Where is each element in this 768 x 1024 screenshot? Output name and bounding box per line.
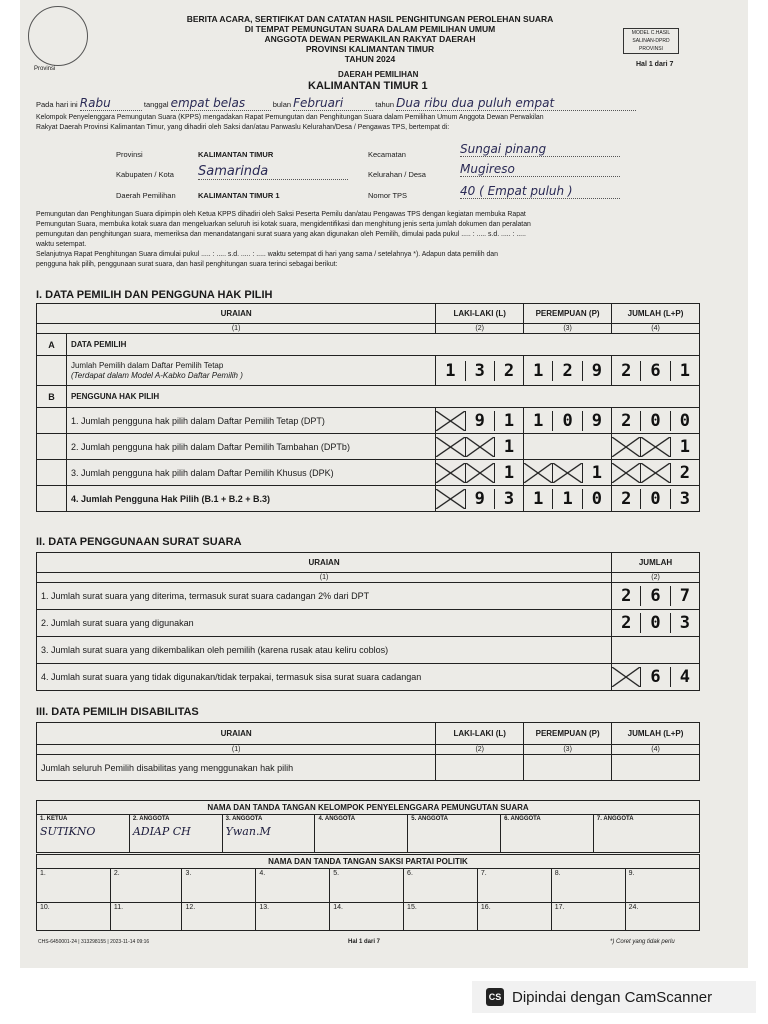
row-code: A [37, 334, 67, 356]
table-row [37, 486, 700, 512]
tahun-label: tahun [375, 100, 395, 109]
digit-box: 9 [466, 411, 495, 431]
provinsi-value: KALIMANTAN TIMUR [198, 150, 274, 159]
footer-page: Hal 1 dari 7 [348, 939, 381, 945]
saksi-cell [625, 869, 699, 903]
table-row [37, 755, 700, 781]
row-label: 2. Jumlah pengguna hak pilih dalam Daftar Pemilih Tambahan (DPTb) [66, 434, 435, 460]
dapil-field-value: KALIMANTAN TIMUR 1 [198, 191, 280, 200]
digit-box: 9 [591, 410, 603, 431]
title-line: ANGGOTA DEWAN PERWAKILAN RAKYAT DAERAH [264, 34, 476, 44]
kpps-role: 3. ANGGOTA [225, 816, 263, 822]
digit-box: 1 [553, 489, 582, 509]
digit-box: 1 [524, 489, 553, 509]
crossed-digit-box [436, 411, 465, 431]
col-perempuan: PEREMPUAN (P) [524, 304, 612, 324]
dapil-field-label: Daerah Pemilihan [116, 191, 176, 200]
digit-box: 3 [503, 488, 515, 509]
digit-box: 1 [679, 436, 690, 457]
provinsi-label: Provinsi [116, 150, 143, 159]
col-uraian: URAIAN [37, 304, 436, 324]
saksi-number: 11. [113, 904, 124, 911]
kelurahan-value: Mugireso [460, 162, 620, 177]
kpps-title: NAMA DAN TANDA TANGAN KELOMPOK PENYELENGGARA PEMUNGUTAN SUARA [37, 801, 700, 815]
paragraph-line: Pemungutan dan Penghitungan Suara dipimpin oleh Ketua KPPS dihadiri oleh Saksi Peserta Pemilu dan/atau Pengawas TPS dengan kegiatan membuka Rapat [36, 211, 526, 218]
kabkota-label: Kabupaten / Kota [116, 170, 174, 179]
camscanner-text: Dipindai dengan CamScanner [512, 988, 713, 1006]
table-row [37, 664, 700, 691]
kpps-signature-table [36, 800, 700, 853]
col-uraian: URAIAN [37, 553, 612, 573]
digit-box: 6 [641, 361, 670, 381]
a1-label: Jumlah Pemilih dalam Daftar Pemilih Tetap [70, 360, 224, 370]
row-label: Jumlah seluruh Pemilih disabilitas yang menggunakan hak pilih [37, 755, 436, 781]
saksi-cell [477, 869, 551, 903]
model-box [623, 28, 679, 54]
kpps-cell [315, 815, 408, 853]
col-laki: LAKI-LAKI (L) [436, 304, 524, 324]
digit-box: 2 [612, 613, 641, 633]
digit-box: 1 [503, 436, 515, 457]
digit-box: 2 [612, 361, 641, 381]
crossed-digit-box [466, 437, 495, 457]
kpps-role: 7. ANGGOTA [596, 816, 634, 822]
crossed-digit-box [436, 489, 465, 509]
saksi-number: 16. [480, 904, 491, 911]
crossed-digit-box [641, 437, 670, 457]
section1-table [36, 303, 700, 512]
row-label: DATA PEMILIH [66, 334, 699, 356]
digit-box: 1 [591, 462, 603, 483]
crossed-digit-box [466, 463, 495, 483]
document-title [160, 14, 580, 64]
col-num: (1) [37, 745, 436, 755]
row-label: 2. Jumlah surat suara yang digunakan [37, 610, 612, 637]
crossed-digit-box [612, 667, 641, 687]
crossed-digit-box [436, 463, 465, 483]
saksi-number: 15. [407, 904, 417, 911]
intro-paragraph: Kelompok Penyelenggara Pemungutan Suara (KPPS) mengadakan Rapat Pemungutan dan Penghitungan Suara dalam Pemilihan Umum Anggota Dewan Perwakilan [36, 114, 544, 121]
col-num: (2) [612, 573, 700, 583]
title-line: BERITA ACARA, SERTIFIKAT DAN CATATAN HASIL PENGHITUNGAN PEROLEHAN SUARA [186, 14, 554, 24]
digit-box: 2 [503, 360, 515, 381]
digit-box: 3 [679, 613, 690, 633]
model-line: PROVINSI [639, 46, 663, 52]
kecamatan-value: Sungai pinang [460, 142, 620, 157]
saksi-cell [110, 869, 182, 903]
kpps-cell [408, 815, 501, 853]
col-num: (4) [612, 324, 700, 334]
saksi-row [37, 869, 700, 903]
tps-value: 40 ( Empat puluh ) [460, 184, 620, 199]
intro-paragraph: Rakyat Daerah Provinsi Kalimantan Timur, yang dihadiri oleh Saksi dan/atau Panwaslu Kelurahan/Desa / Pengawas TPS, bertempat di: [36, 124, 450, 131]
saksi-number: 1. [40, 870, 46, 877]
model-line: MODEL C.HASIL [631, 30, 671, 36]
col-laki: LAKI-LAKI (L) [436, 723, 524, 745]
digit-box: 0 [679, 410, 690, 431]
table-row [37, 583, 700, 610]
saksi-cell [256, 903, 330, 931]
row-label: 1. Jumlah surat suara yang diterima, termasuk surat suara cadangan 2% dari DPT [37, 583, 612, 610]
page-indicator: Hal 1 dari 7 [636, 61, 674, 68]
digit-box: 2 [612, 586, 641, 606]
saksi-number: 17. [554, 904, 565, 911]
saksi-number: 12. [185, 904, 196, 911]
tanggal-value: empat belas [171, 96, 271, 111]
crossed-digit-box [553, 463, 582, 483]
digit-box: 9 [591, 360, 603, 381]
saksi-number: 5. [333, 870, 340, 877]
tanggal-label: tanggal [143, 100, 169, 109]
digit-box: 2 [679, 462, 690, 483]
saksi-cell [330, 869, 404, 903]
kpps-role: 4. ANGGOTA [318, 816, 356, 822]
kpps-name: ADIAP CH [132, 825, 191, 838]
crossed-digit-box [641, 463, 670, 483]
kpps-name: Ywan.M [225, 825, 271, 838]
saksi-cell [37, 903, 111, 931]
saksi-signature-table [36, 854, 700, 931]
digit-box: 0 [553, 411, 582, 431]
dapil-label: DAERAH PEMILIHAN [338, 70, 419, 79]
saksi-cell [404, 903, 478, 931]
table-row [37, 460, 700, 486]
camscanner-watermark [472, 981, 756, 1013]
kpps-role: 2. ANGGOTA [132, 816, 170, 822]
col-jumlah: JUMLAH (L+P) [612, 723, 700, 745]
row-label: PENGGUNA HAK PILIH [66, 386, 699, 408]
paragraph-line: pemungutan dan penghitungan suara, memeriksa dan menandatangani surat suara yang akan digunakan oleh Pemilih, dimulai pada pukul ..... : ..... s.d. ..... : ..... [36, 231, 526, 238]
pada-hari-ini-label: Pada hari ini [36, 100, 78, 109]
saksi-number: 7. [480, 870, 487, 877]
form-code: CHS-6450001-24 | 313298155 | 2023-11-14 09:16 [38, 939, 150, 945]
saksi-cell [182, 869, 256, 903]
paragraph-line: pengguna hak pilih, penggunaan surat suara, dan hasil penghitungan suara terinci sebagai berikut: [36, 261, 338, 268]
intro-line [36, 96, 636, 111]
kpps-cell [222, 815, 315, 853]
saksi-number: 9. [628, 870, 635, 877]
digit-box: 1 [679, 360, 690, 381]
col-jumlah: JUMLAH (L+P) [612, 304, 700, 324]
col-perempuan: PEREMPUAN (P) [524, 723, 612, 745]
digit-box: 1 [503, 462, 515, 483]
digit-box: 3 [466, 361, 495, 381]
saksi-cell [330, 903, 404, 931]
digit-box: 0 [641, 613, 670, 633]
kpps-cell [501, 815, 594, 853]
title-line: TAHUN 2024 [344, 54, 396, 64]
section2-table [36, 552, 700, 691]
saksi-number: 13. [259, 904, 270, 911]
tahun-value: Dua ribu dua puluh empat [396, 96, 636, 111]
digit-box: 1 [524, 411, 553, 431]
saksi-cell [37, 869, 111, 903]
model-line: SALINAN-DPRD [632, 38, 670, 44]
kpps-cell [37, 815, 130, 853]
col-num: (3) [524, 324, 612, 334]
section3-title: III. DATA PEMILIH DISABILITAS [36, 706, 199, 718]
table-row [37, 356, 700, 386]
digit-box: 1 [503, 410, 515, 431]
row-label: 4. Jumlah Pengguna Hak Pilih (B.1 + B.2 + B.3) [66, 486, 435, 512]
col-num: (2) [436, 324, 524, 334]
digit-box: 3 [679, 488, 690, 509]
col-num: (2) [436, 745, 524, 755]
kpps-row [37, 815, 700, 853]
crossed-digit-box [524, 463, 553, 483]
row-label: 4. Jumlah surat suara yang tidak digunakan/tidak terpakai, termasuk sisa surat suara cadangan [37, 664, 612, 691]
digit-box: 4 [679, 667, 690, 687]
section2-title: II. DATA PENGGUNAAN SURAT SUARA [36, 536, 242, 548]
saksi-number: 3. [185, 870, 192, 877]
saksi-cell [625, 903, 699, 931]
saksi-number: 8. [554, 870, 561, 877]
saksi-title: NAMA DAN TANDA TANGAN SAKSI PARTAI POLITIK [37, 855, 700, 869]
kpps-cell [129, 815, 222, 853]
saksi-number: 24. [628, 904, 639, 911]
saksi-number: 10. [40, 904, 50, 911]
kelurahan-label: Kelurahan / Desa [368, 170, 426, 179]
kpps-role: 5. ANGGOTA [411, 816, 448, 822]
paragraph-line: Pemungutan Suara, membuka kotak suara dan mengeluarkan seluruh isi kotak suara, mengidentifikasi dan menghitung jenis serta jumlah dokumen dan peralatan [36, 221, 531, 228]
section3-table [36, 722, 700, 781]
col-num: (4) [612, 745, 700, 755]
kpps-role: 1. KETUA [40, 816, 68, 822]
digit-box: 6 [641, 586, 670, 606]
row-label: 1. Jumlah pengguna hak pilih dalam Daftar Pemilih Tetap (DPT) [66, 408, 435, 434]
col-jumlah: JUMLAH [612, 553, 700, 573]
kabkota-value: Samarinda [198, 164, 348, 180]
row-label: 3. Jumlah pengguna hak pilih dalam Daftar Pemilih Khusus (DPK) [66, 460, 435, 486]
row-label [66, 356, 435, 386]
kecamatan-label: Kecamatan [368, 150, 406, 159]
row-code: B [37, 386, 67, 408]
crossed-digit-box [612, 463, 641, 483]
digit-box: 7 [679, 586, 690, 606]
digit-box: 6 [641, 667, 670, 687]
saksi-number: 2. [113, 870, 120, 877]
table-row [37, 610, 700, 637]
camscanner-icon: CS [486, 988, 504, 1006]
col-num: (1) [37, 573, 612, 583]
hari-value: Rabu [80, 96, 142, 111]
table-row [37, 408, 700, 434]
footer-note: *) Coret yang tidak perlu [610, 939, 675, 945]
saksi-cell [182, 903, 256, 931]
table-row [37, 434, 700, 460]
crossed-digit-box [436, 437, 465, 457]
kpps-role: 6. ANGGOTA [504, 816, 541, 822]
section1-title: I. DATA PEMILIH DAN PENGGUNA HAK PILIH [36, 289, 273, 301]
digit-box: 0 [641, 489, 670, 509]
digit-box: 1 [524, 361, 553, 381]
title-line: PROVINSI KALIMANTAN TIMUR [305, 44, 435, 54]
paragraph-line: waktu setempat. [36, 241, 87, 248]
title-line: DI TEMPAT PEMUNGUTAN SUARA DALAM PEMILIHAN UMUM [244, 24, 496, 34]
paragraph-line: Selanjutnya Rapat Penghitungan Suara dimulai pukul ..... : ..... s.d. ..... : ..... waktu setempat di hari yang sama / setelahnya *). Adapun data pemilih dan [36, 251, 498, 258]
saksi-cell [551, 869, 625, 903]
table-row [37, 637, 700, 664]
bulan-label: bulan [272, 100, 292, 109]
saksi-row [37, 903, 700, 931]
kpu-seal-icon [28, 6, 88, 66]
col-num: (3) [524, 745, 612, 755]
saksi-cell [551, 903, 625, 931]
kpps-name: SUTIKNO [40, 825, 96, 838]
dapil-name: KALIMANTAN TIMUR 1 [308, 80, 428, 92]
seal-caption: Provinsi [34, 66, 56, 72]
digit-box: 9 [466, 489, 495, 509]
tps-label: Nomor TPS [368, 191, 408, 200]
col-num: (1) [37, 324, 436, 334]
crossed-digit-box [612, 437, 641, 457]
saksi-number: 4. [259, 870, 266, 877]
bulan-value: Februari [293, 96, 373, 111]
digit-box: 2 [612, 411, 641, 431]
saksi-cell [110, 903, 182, 931]
digit-box: 2 [612, 489, 641, 509]
saksi-cell [256, 869, 330, 903]
saksi-cell [477, 903, 551, 931]
saksi-cell [404, 869, 478, 903]
a1-note: (Terdapat dalam Model A-Kabko Daftar Pemilih ) [70, 370, 243, 380]
digit-box: 0 [591, 488, 603, 509]
procedure-paragraph [36, 210, 531, 270]
digit-box: 0 [641, 411, 670, 431]
saksi-number: 6. [407, 870, 413, 877]
col-uraian: URAIAN [37, 723, 436, 745]
digit-box: 1 [436, 361, 465, 381]
digit-box: 2 [553, 361, 582, 381]
saksi-number: 14. [333, 904, 343, 911]
kpps-cell [593, 815, 699, 853]
row-label: 3. Jumlah surat suara yang dikembalikan oleh pemilih (karena rusak atau keliru coblos) [37, 637, 612, 664]
